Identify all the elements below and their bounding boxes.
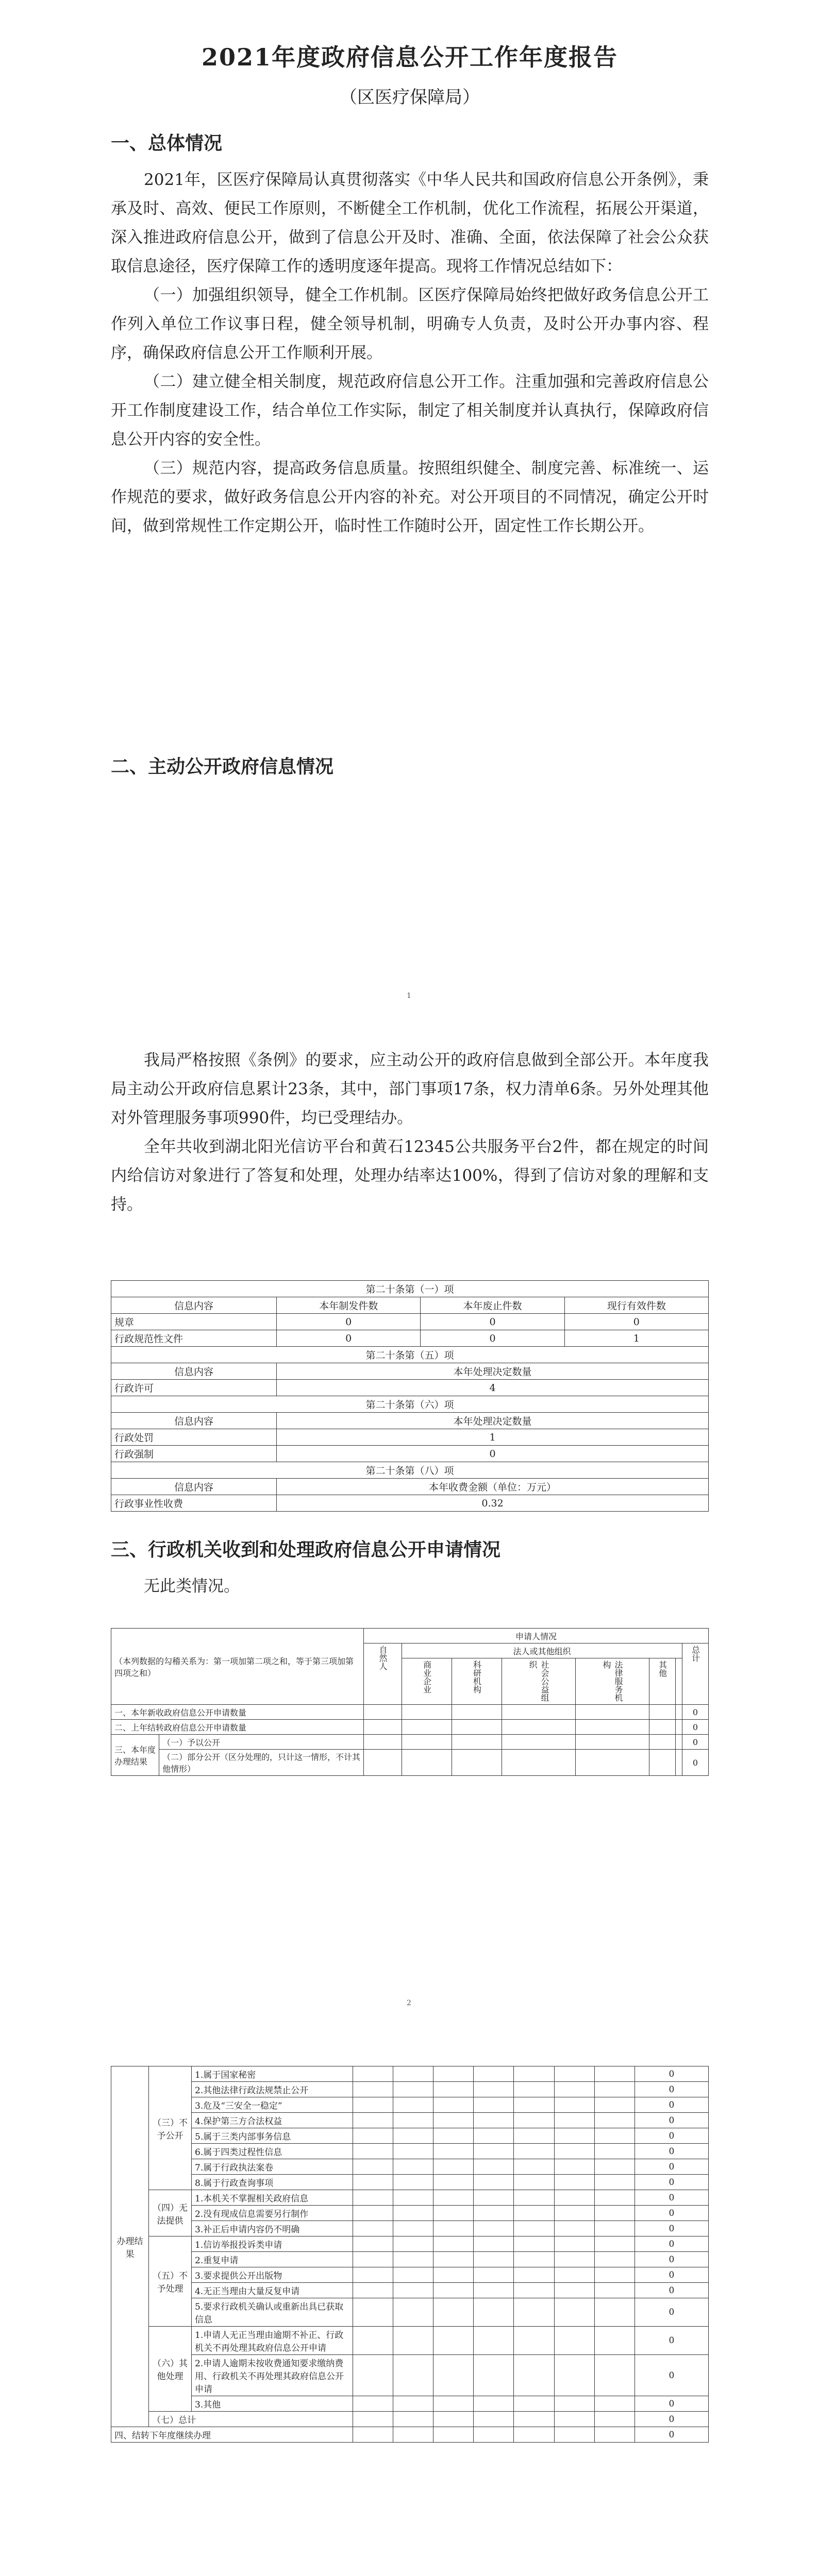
application-table-part-2 bbox=[111, 2066, 709, 2443]
table-row: 2.其他法律行政法规禁止公开 0 bbox=[111, 2082, 709, 2097]
report-subtitle: （区医疗保障局） bbox=[340, 87, 480, 108]
section-2-heading: 二、主动公开政府信息情况 bbox=[111, 756, 334, 777]
section-3-heading: 三、行政机关收到和处理政府信息公开申请情况 bbox=[111, 1539, 501, 1561]
table-row: （六）其他处理 1.申请人无正当理由逾期不补正、行政机关不再处理其政府信息公开申请 0 bbox=[111, 2327, 709, 2355]
s2-paragraph-2: 全年共收到湖北阳光信访平台和黄石12345公共服务平台2件，都在规定的时间内给信访对象进行了答复和处理，处理办结率达100%，得到了信访对象的理解和支持。 bbox=[111, 1138, 709, 1214]
table-row: 3.其他 0 bbox=[111, 2396, 709, 2412]
table-row: 3.危及“三安全一稳定” 0 bbox=[111, 2097, 709, 2113]
table-row: 2.重复申请 0 bbox=[111, 2252, 709, 2267]
table-row: 二、上年结转政府信息公开申请数量 0 bbox=[111, 1720, 709, 1735]
table-row: 3.要求提供公开出版物 0 bbox=[111, 2267, 709, 2283]
s1-paragraph-1: 2021年，区医疗保障局认真贯彻落实《中华人民共和国政府信息公开条例》，秉承及时、高效、便民工作原则，不断健全工作机制，优化工作流程，拓展公开渠道，深入推进政府信息公开，做到了信息公开及时、准确、全面，依法保障了社会公众获取信息途径，医疗保障工作的透明度逐年提高。现将工作情况总结如下： bbox=[111, 171, 709, 276]
table-row: 5.属于三类内部事务信息 0 bbox=[111, 2128, 709, 2144]
table-row: 2.申请人逾期未按收费通知要求缴纳费用、行政机关不再处理其政府信息公开申请 0 bbox=[111, 2355, 709, 2396]
table-row: 4.保护第三方合法权益 0 bbox=[111, 2113, 709, 2128]
table-row: 规章 0 0 0 bbox=[111, 1314, 709, 1330]
s1-paragraph-3: （二）建立健全相关制度，规范政府信息公开工作。注重加强和完善政府信息公开工作制度建设工作，结合单位工作实际，制定了相关制度并认真执行，保障政府信息公开内容的安全性。 bbox=[111, 372, 709, 449]
table-row: 行政事业性收费 0.32 bbox=[111, 1495, 709, 1512]
page-3 bbox=[0, 2056, 818, 2576]
table-row: 2.没有现成信息需要另行制作 0 bbox=[111, 2206, 709, 2221]
table-row: 6.属于四类过程性信息 0 bbox=[111, 2144, 709, 2159]
table-row: 行政处罚 1 bbox=[111, 1429, 709, 1446]
table-row: 行政规范性文件 0 0 1 bbox=[111, 1330, 709, 1347]
table-row: 四、结转下年度继续办理 0 bbox=[111, 2427, 709, 2443]
table-row: 行政强制 0 bbox=[111, 1446, 709, 1462]
s2-paragraph-1: 我局严格按照《条例》的要求，应主动公开的政府信息做到全部公开。本年度我局主动公开政府信息累计23条，其中，部门事项17条，权力清单6条。另外处理其他对外管理服务事项990件，均已受理结办。 bbox=[111, 1051, 709, 1127]
page-number: 2 bbox=[407, 1999, 411, 2007]
table-row: （五）不予处理 1.信访举报投诉类申请 0 bbox=[111, 2236, 709, 2252]
table-row: 8.属于行政查询事项 0 bbox=[111, 2175, 709, 2190]
table-row: 7.属于行政执法案卷 0 bbox=[111, 2159, 709, 2175]
s1-paragraph-2: （一）加强组织领导，健全工作机制。区医疗保障局始终把做好政务信息公开工作列入单位工作议事日程，健全领导机制，明确专人负责，及时公开办事内容、程序，确保政府信息公开工作顺利开展。 bbox=[111, 286, 709, 362]
active-disclosure-table: 第二十条第（一）项 信息内容 本年制发件数 本年废止件数 现行有效件数 规章 0 0 0 行政规范性文件 0 0 1 第二十条第（五）项 信息内容 本年处理决定数量 行政许可 4 第二十条第（六）项 信息内容 本年处理决定数量 行政处罚 1 行政强制 0 第二十条第（八）项 信息内容 本年收费金额（单位：万元） 行政事业性收费 0.32 bbox=[111, 1280, 709, 1512]
page-2 bbox=[0, 1025, 818, 2056]
table-row: 行政许可 4 bbox=[111, 1380, 709, 1396]
table-row: （七）总计 0 bbox=[111, 2412, 709, 2427]
section-1-heading: 一、总体情况 bbox=[111, 132, 223, 154]
application-table-part-1: （本列数据的勾稽关系为：第一项加第二项之和，等于第三项加第四项之和） 申请人情况 自然人 法人或其他组织 总计 商业企业 科研机构 社会公益组织 法律服务机构 其他 一、本年新收政府信息公开申请数量 0 二、上年结转政府信息公开申请数量 0 三、本年度办理结果 （一）予以公开 0 （二）部分公开（区分处理的，只计这一情形，不计其他情形） 0 bbox=[111, 1628, 709, 1776]
table-row: 一、本年新收政府信息公开申请数量 0 bbox=[111, 1705, 709, 1720]
page-1 bbox=[0, 0, 818, 1024]
page-number: 1 bbox=[407, 992, 411, 1000]
table-row: （二）部分公开（区分处理的，只计这一情形，不计其他情形） 0 bbox=[111, 1750, 709, 1776]
table-row: （四）无法提供 1.本机关不掌握相关政府信息 0 bbox=[111, 2190, 709, 2206]
report-title: 2021年度政府信息公开工作年度报告 bbox=[201, 43, 619, 71]
table-row: 办理结果 （三）不予公开 1.属于国家秘密 0 bbox=[111, 2066, 709, 2082]
table-row: 3.补正后申请内容仍不明确 0 bbox=[111, 2221, 709, 2236]
s3-paragraph-1: 无此类情况。 bbox=[144, 1577, 240, 1596]
table-row: 4.无正当理由大量反复申请 0 bbox=[111, 2283, 709, 2298]
table-row: 5.要求行政机关确认或重新出具已获取信息 0 bbox=[111, 2298, 709, 2327]
s1-paragraph-4: （三）规范内容，提高政务信息质量。按照组织健全、制度完善、标准统一、运作规范的要求，做好政务信息公开内容的补充。对公开项目的不同情况，确定公开时间，做到常规性工作定期公开，临时性工作随时公开，固定性工作长期公开。 bbox=[111, 459, 709, 535]
result-column-label: 办理结果 bbox=[111, 2066, 149, 2427]
table-row: 三、本年度办理结果 （一）予以公开 0 bbox=[111, 1735, 709, 1750]
